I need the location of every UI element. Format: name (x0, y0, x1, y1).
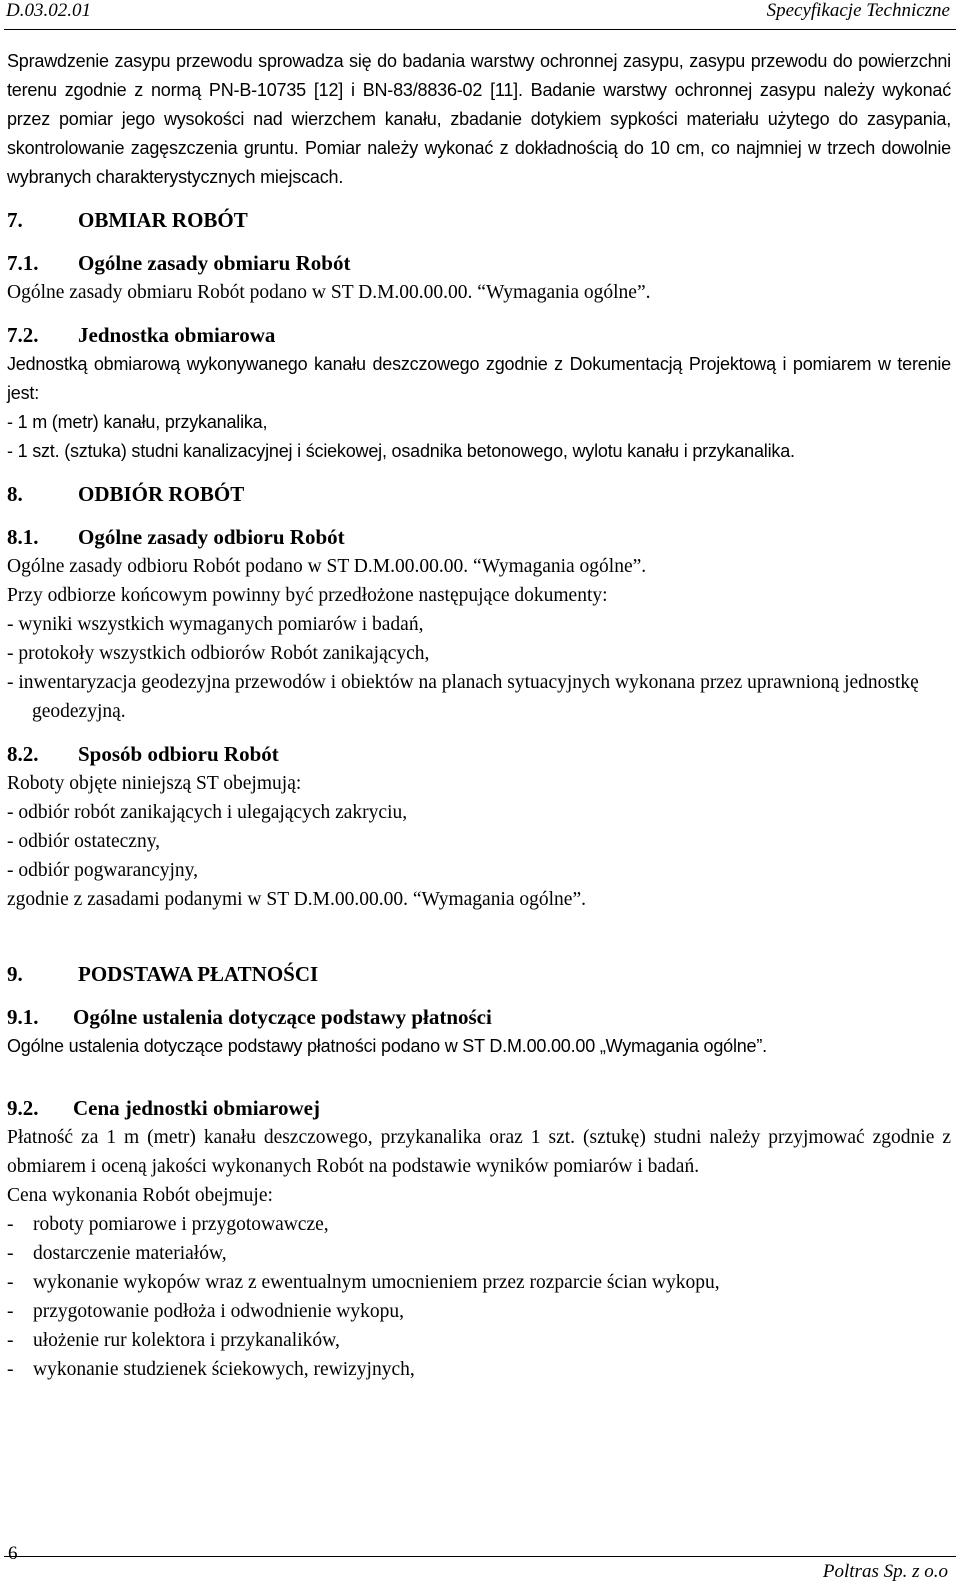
list-item: - protokoły wszystkich odbiorów Robót zanikających, (7, 643, 430, 664)
list-item: - wykonanie studzienek ściekowych, rewizyjnych, (7, 1359, 415, 1380)
section-7-2-heading (7, 321, 951, 350)
list-item: - inwentaryzacja geodezyjna przewodów i obiektów na planach sytuacyjnych wykonana przez uprawnioną jednostkę geodezyjną. (7, 672, 919, 722)
section-number: 7.2. (7, 323, 39, 347)
section-number: 8.1. (7, 525, 39, 549)
list-item: - dostarczenie materiałów, (7, 1243, 227, 1264)
section-8-2-heading (7, 740, 951, 769)
section-title: ODBIÓR ROBÓT (78, 482, 245, 506)
page-number: 6 (8, 1543, 18, 1564)
section-9-heading (7, 960, 951, 989)
list-item: - wykonanie wykopów wraz z ewentualnym umocnieniem przez rozparcie ścian wykopu, (7, 1272, 720, 1293)
list-item: - 1 m (metr) kanału, przykanalika, (7, 412, 268, 432)
section-number: 7. (7, 208, 23, 232)
document-body (7, 47, 951, 1384)
company-name: Poltras Sp. z o.o (822, 1561, 948, 1582)
section-9-2-text: Cena wykonania Robót obejmuje: (7, 1185, 273, 1206)
section-title: Ogólne zasady obmiaru Robót (78, 251, 351, 275)
document-title: Specyfikacje Techniczne (766, 0, 950, 21)
section-9-1-heading (7, 1003, 951, 1032)
section-title: OBMIAR ROBÓT (78, 208, 248, 232)
page-header (6, 0, 950, 26)
list-item: - 1 szt. (sztuka) studni kanalizacyjnej i ściekowej, osadnika betonowego, wylotu kanału i przykanalika. (7, 441, 795, 461)
list-item: - przygotowanie podłoża i odwodnienie wykopu, (7, 1301, 404, 1322)
list-item: - roboty pomiarowe i przygotowawcze, (7, 1214, 329, 1235)
intro-paragraph: Sprawdzenie zasypu przewodu sprowadza się do badania warstwy ochronnej zasypu, zasypu przewodu do powierzchni terenu zgodnie z normą PN-B-10735 [12] i BN-83/8836-02 [11]. Badanie warstwy ochronnej zasypu należy wykonać przez pomiar jego wysokości nad wierzchem kanału, zbadanie dotykiem sypkości materiału użytego do zasypania, skontrolowanie zagęszczenia gruntu. Pomiar należy wykonać z dokładnością do 10 cm, co najmniej w trzech dowolnie wybranych charakterystycznych miejscach. (7, 51, 951, 187)
list-item: - wyniki wszystkich wymaganych pomiarów i badań, (7, 614, 424, 635)
document-code: D.03.02.01 (6, 0, 91, 21)
section-number: 9.2. (7, 1096, 39, 1120)
section-9-2-heading (7, 1094, 951, 1123)
section-8-heading (7, 480, 951, 509)
section-8-2-text: Roboty objęte niniejszą ST obejmują: (7, 773, 302, 794)
section-title: Ogólne zasady odbioru Robót (78, 525, 345, 549)
section-title: Cena jednostki obmiarowej (73, 1096, 320, 1120)
list-item: - odbiór robót zanikających i ulegających zakryciu, (7, 802, 408, 823)
list-item: - ułożenie rur kolektora i przykanalików, (7, 1330, 340, 1351)
section-8-1-heading (7, 523, 951, 552)
section-8-1-text: Przy odbiorze końcowym powinny być przedłożone następujące dokumenty: (7, 585, 608, 606)
section-7-1-heading (7, 249, 951, 278)
section-7-heading (7, 206, 951, 235)
section-title: Jednostka obmiarowa (78, 323, 276, 347)
section-7-2-text: Jednostką obmiarową wykonywanego kanału deszczowego zgodnie z Dokumentacją Projektową i pomiarem w terenie jest: (7, 354, 951, 403)
section-8-1-text: Ogólne zasady odbioru Robót podano w ST D.M.00.00.00. “Wymagania ogólne”. (7, 556, 647, 577)
section-title: Sposób odbioru Robót (78, 742, 279, 766)
section-number: 9. (7, 962, 23, 986)
section-number: 8. (7, 482, 23, 506)
header-rule (4, 29, 956, 30)
page-footer (4, 1543, 956, 1582)
section-9-1-text: Ogólne ustalenia dotyczące podstawy płatności podano w ST D.M.00.00.00 „Wymagania ogólne”. (7, 1036, 767, 1056)
section-9-2-text: Płatność za 1 m (metr) kanału deszczowego, przykanalika oraz 1 szt. (sztukę) studni należy przyjmować zgodnie z obmiarem i oceną jakości wykonanych Robót na podstawie wyników pomiarów i badań. (7, 1127, 951, 1177)
list-item: - odbiór pogwarancyjny, (7, 860, 198, 881)
section-title: PODSTAWA PŁATNOŚCI (78, 962, 319, 986)
section-7-1-text: Ogólne zasady obmiaru Robót podano w ST D.M.00.00.00. “Wymagania ogólne”. (7, 282, 651, 303)
section-number: 9.1. (7, 1005, 39, 1029)
section-number: 7.1. (7, 251, 39, 275)
section-8-2-closing: zgodnie z zasadami podanymi w ST D.M.00.00.00. “Wymagania ogólne”. (7, 889, 586, 910)
section-number: 8.2. (7, 742, 39, 766)
list-item: - odbiór ostateczny, (7, 831, 161, 852)
section-title: Ogólne ustalenia dotyczące podstawy płatności (73, 1005, 492, 1029)
